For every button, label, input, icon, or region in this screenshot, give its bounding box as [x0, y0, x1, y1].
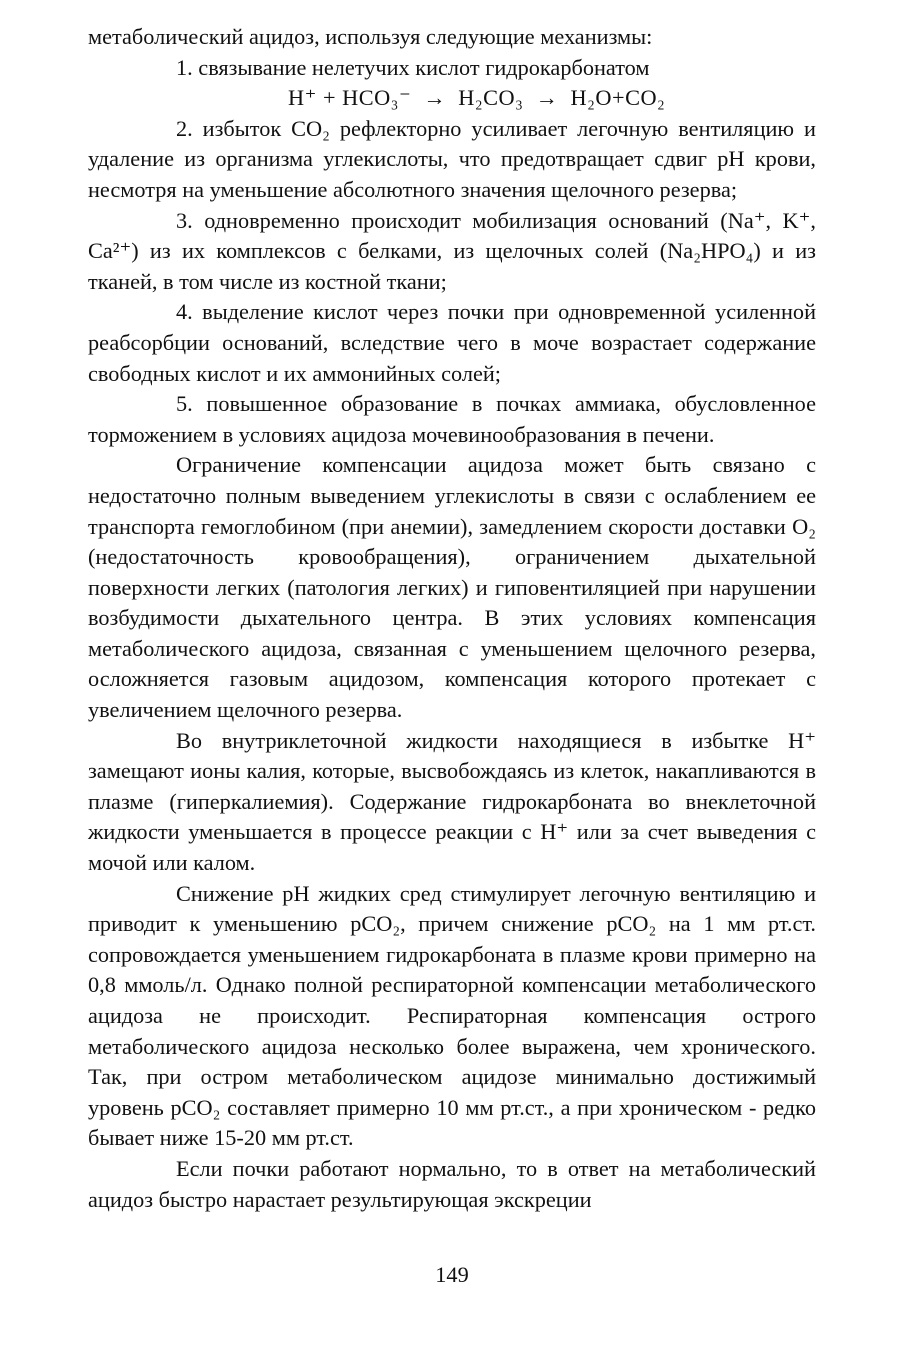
list-item-5: 5. повышенное образование в почках аммиака, обусловленное торможением в условиях ацидоза мочевинообразования в печени. — [88, 391, 816, 447]
page-number: 149 — [435, 1262, 469, 1287]
paragraph-ph-reduction: Снижение pH жидких сред стимулирует легочную вентиляцию и приводит к уменьшению pCO₂, причем снижение pCO₂ на 1 мм рт.ст. сопровождается уменьшением гидрокарбоната в плазме крови примерно на 0,8 ммоль/л. Однако полной респираторной компенсации метаболического ацидоза не происходит. Респираторная компенсация острого метаболического ацидоза несколько более выражена, чем хронического. Так, при остром метаболическом ацидозе минимально достижимый уровень pCO₂ составляет примерно 10 мм рт.ст., а при хроническом - редко бывает ниже 15-20 мм рт.ст. — [88, 880, 816, 1151]
paragraph-limitation: Ограничение компенсации ацидоза может быть связано с недостаточно полным выведением углекислоты в связи с ослаблением ее транспорта гемоглобином (при анемии), замедлением скорости доставки O₂ (недостаточность кровообращения), ограничением дыхательной поверхности легких (патология легких) и гиповентиляцией при нарушении возбудимости дыхательного центра. В этих условиях компенсация метаболического ацидоза, связанная с уменьшением щелочного резерва, осложняется газовым ацидозом, компенсация которого протекает с увеличением щелочного резерва. — [88, 452, 816, 723]
list-item-4: 4. выделение кислот через почки при одновременной усиленной реабсорбции оснований, вследствие чего в моче возрастает содержание свободных кислот и их аммонийных солей; — [88, 299, 816, 386]
list-item-3: 3. одновременно происходит мобилизация оснований (Na⁺, K⁺, Ca²⁺) из их комплексов с белками, из щелочных солей (Na₂HPO₄) и из тканей, в том числе из костной ткани; — [88, 207, 816, 294]
paragraph-intracellular: Во внутриклеточной жидкости находящиеся в избытке H⁺ замещают ионы калия, которые, высвобождаясь из клеток, накапливаются в плазме (гиперкалиемия). Содержание гидрокарбоната во внеклеточной жидкости уменьшается в процессе реакции с H⁺ или за счет выведения с мочой или калом. — [88, 727, 816, 876]
list-item-2: 2. избыток CO₂ рефлекторно усиливает легочную вентиляцию и удаление из организма углекислоты, что предотвращает сдвиг pH крови, несмотря на уменьшение абсолютного значения щелочного резерва; — [88, 115, 816, 202]
page-body — [88, 22, 816, 1215]
list-item-1: 1. связывание нелетучих кислот гидрокарбонатом — [176, 54, 650, 80]
paragraph-kidneys: Если почки работают нормально, то в ответ на метаболический ацидоз быстро нарастает результирующая экскреции — [88, 1155, 816, 1212]
reaction-formula: H⁺ + HCO₃⁻ → H₂CO₃ → H₂O+CO₂ — [288, 85, 666, 111]
intro-line: метаболический ацидоз, используя следующие механизмы: — [88, 24, 653, 49]
